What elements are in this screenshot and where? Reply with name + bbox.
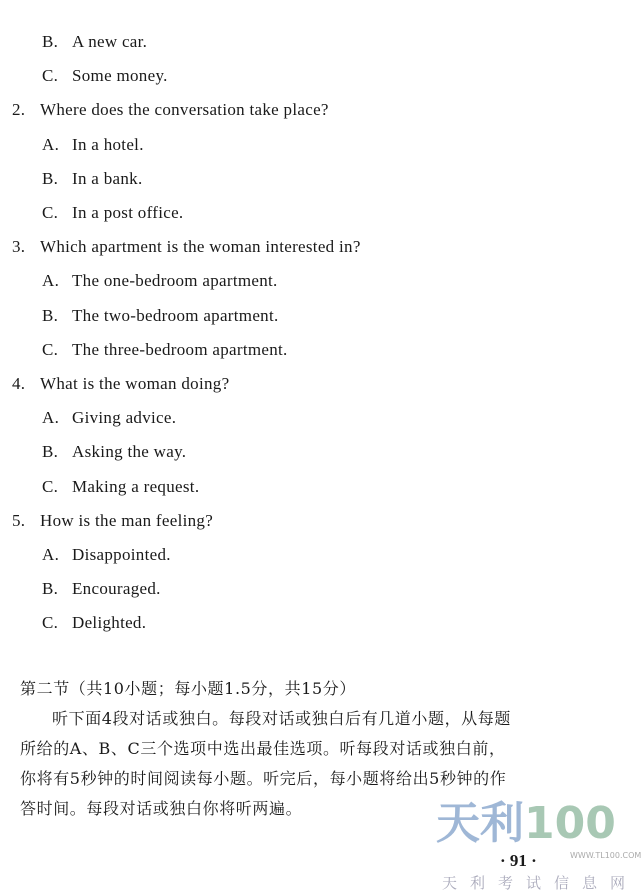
option-text: In a post office. xyxy=(72,203,184,222)
option-text: Giving advice. xyxy=(72,408,177,428)
question-number: 4. xyxy=(12,374,26,393)
answer-option xyxy=(42,579,161,599)
answer-option xyxy=(42,545,171,565)
instruction-line: 你将有5秒钟的时间阅读每小题。听完后，每小题将给出5秒钟的作 xyxy=(20,769,507,788)
option-letter: C. xyxy=(42,476,59,496)
answer-option xyxy=(42,66,168,86)
section-heading: 第二节（共10小题；每小题1.5分，共15分） xyxy=(20,679,356,698)
option-letter: C. xyxy=(42,66,59,86)
answer-option xyxy=(42,135,144,155)
logo-text: 天利 xyxy=(436,798,524,849)
answer-option xyxy=(42,203,183,223)
answer-option xyxy=(42,169,143,189)
option-text: A new car. xyxy=(72,32,148,51)
instruction-line: 听下面4段对话或独白。每段对话或独白后有几道小题，从每题 xyxy=(52,709,511,728)
option-text: Asking the way. xyxy=(72,442,187,462)
option-text: The one-bedroom apartment. xyxy=(72,271,278,291)
option-letter: A. xyxy=(42,408,60,428)
option-text: Encouraged. xyxy=(72,579,161,599)
instruction-line: 答时间。每段对话或独白你将听两遍。 xyxy=(20,799,303,818)
answer-option xyxy=(42,306,279,326)
answer-option xyxy=(42,613,146,633)
option-letter: A. xyxy=(42,134,60,154)
question-number: 5. xyxy=(12,510,26,530)
option-letter: C. xyxy=(42,203,59,222)
option-letter: B. xyxy=(42,32,59,51)
logo-url: WWW.TL100.COM xyxy=(570,851,642,860)
option-text: Making a request. xyxy=(72,476,200,496)
question-number: 3. xyxy=(12,237,26,257)
option-text: The two-bedroom apartment. xyxy=(72,305,279,325)
option-letter: B. xyxy=(42,305,59,325)
logo-subtitle: 天利考试信息网 xyxy=(442,874,639,892)
answer-option xyxy=(42,32,147,52)
question xyxy=(12,100,329,120)
answer-option xyxy=(42,442,186,462)
option-letter: A. xyxy=(42,271,60,291)
question xyxy=(12,237,361,257)
option-letter: B. xyxy=(42,442,59,462)
option-letter: B. xyxy=(42,579,59,599)
answer-option xyxy=(42,340,288,360)
option-text: In a bank. xyxy=(72,168,143,188)
answer-option xyxy=(42,477,199,497)
page-number: · 91 · xyxy=(500,851,537,870)
option-letter: C. xyxy=(42,613,59,633)
answer-option xyxy=(42,408,176,428)
option-text: The three-bedroom apartment. xyxy=(72,339,288,359)
instruction-line: 所给的A、B、C三个选项中选出最佳选项。听每段对话或独白前， xyxy=(20,739,506,758)
question xyxy=(12,511,213,531)
option-text: Disappointed. xyxy=(72,545,171,564)
option-letter: A. xyxy=(42,545,60,564)
question-text: What is the woman doing? xyxy=(40,374,230,393)
question-text: How is the man feeling? xyxy=(40,510,214,530)
option-text: Some money. xyxy=(72,66,168,86)
tianli-logo xyxy=(436,800,616,848)
option-letter: C. xyxy=(42,339,59,359)
answer-option xyxy=(42,271,278,291)
option-text: In a hotel. xyxy=(72,134,144,154)
question-text: Where does the conversation take place? xyxy=(40,100,329,120)
question-text: Which apartment is the woman interested in? xyxy=(40,237,361,257)
logo-number: 100 xyxy=(524,798,616,849)
question xyxy=(12,374,229,394)
option-letter: B. xyxy=(42,168,59,188)
question-number: 2. xyxy=(12,100,26,120)
option-text: Delighted. xyxy=(72,613,147,633)
